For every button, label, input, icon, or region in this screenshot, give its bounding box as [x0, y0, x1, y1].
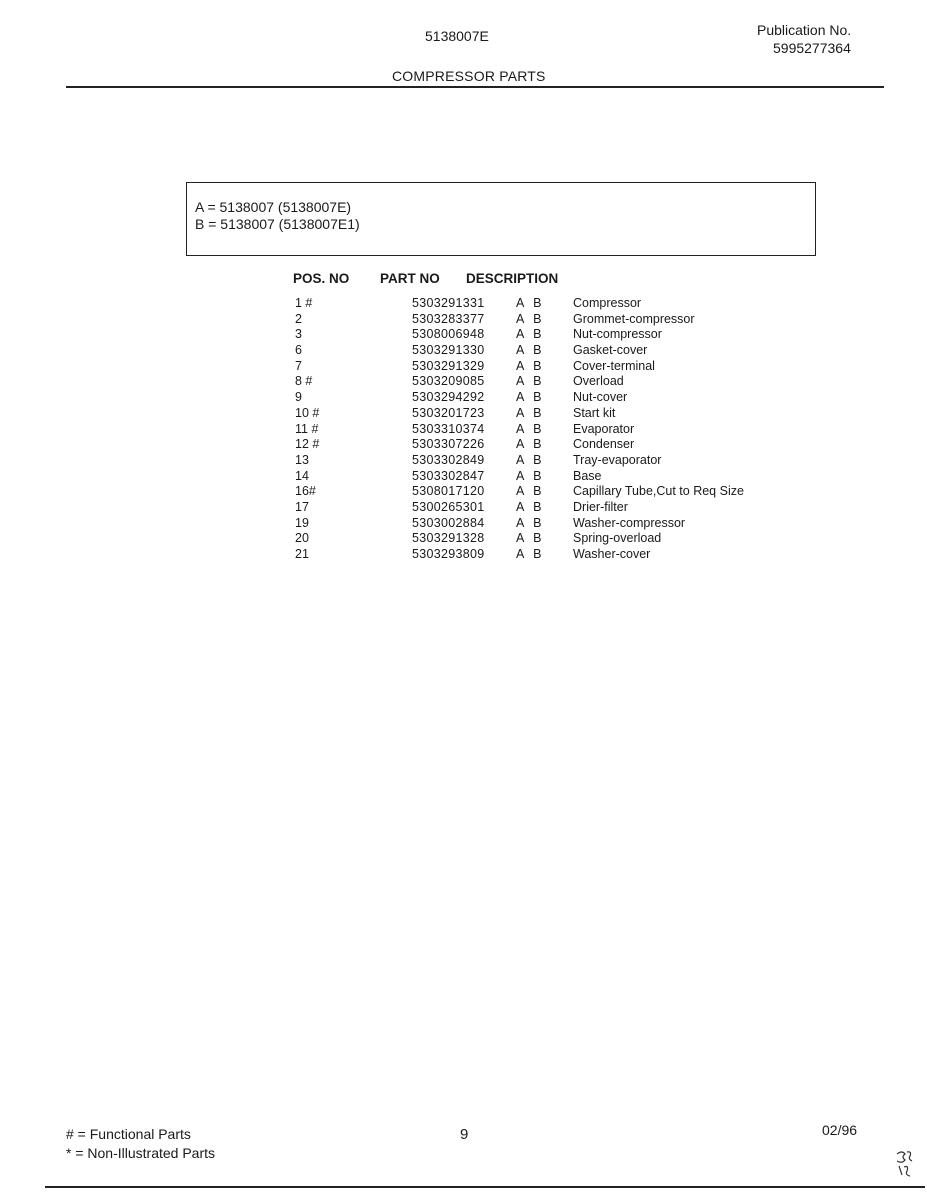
part-position: 12 #	[295, 437, 320, 452]
date-code: 02/96	[822, 1122, 858, 1138]
part-number: 5303310374	[412, 421, 485, 436]
part-description: Washer-compressor	[573, 515, 686, 530]
part-position: 1 #	[295, 296, 313, 310]
part-models: A B	[516, 484, 545, 499]
table-row	[0, 516, 927, 532]
part-position: 8 #	[295, 374, 313, 389]
part-position: 9	[295, 390, 302, 405]
part-number: 5308006948	[412, 327, 485, 342]
part-position: 17	[295, 499, 309, 514]
model-code: 5138007E	[425, 28, 489, 44]
part-number: 5303291329	[412, 358, 485, 373]
part-models: A B	[516, 327, 545, 342]
part-number: 5303302849	[412, 452, 485, 467]
part-number: 5303294292	[412, 390, 485, 405]
part-description: Nut-cover	[573, 390, 628, 405]
legend-non-illustrated-parts: * = Non-Illustrated Parts	[66, 1145, 216, 1161]
header-divider	[66, 86, 884, 88]
part-position: 13	[295, 452, 309, 467]
part-position: 6	[295, 343, 302, 358]
part-number: 5303209085	[412, 374, 485, 389]
table-row	[0, 500, 927, 516]
part-number: 5303302847	[412, 468, 485, 483]
table-row	[0, 374, 927, 390]
publication-label: Publication No.	[757, 22, 852, 38]
part-models: A B	[516, 421, 545, 436]
part-models: A B	[516, 311, 545, 326]
part-models: A B	[516, 499, 545, 514]
part-position: 21	[295, 547, 309, 561]
part-description: Nut-compressor	[573, 327, 662, 342]
variant-a: A = 5138007 (5138007E)	[195, 199, 352, 215]
part-description: Spring-overload	[573, 531, 662, 546]
part-description: Evaporator	[573, 421, 635, 436]
part-description: Overload	[573, 374, 624, 389]
table-row	[0, 343, 927, 359]
part-position: 10 #	[295, 405, 320, 420]
part-description: Capillary Tube,Cut to Req Size	[573, 484, 744, 499]
table-row	[0, 327, 927, 343]
table-row	[0, 390, 927, 406]
table-row	[0, 422, 927, 438]
table-row	[0, 453, 927, 469]
legend-functional-parts: # = Functional Parts	[66, 1126, 191, 1142]
part-number: 5303002884	[412, 515, 485, 530]
part-description: Washer-cover	[573, 547, 651, 561]
part-description: Condenser	[573, 437, 635, 452]
part-number: 5303201723	[412, 405, 485, 420]
part-models: A B	[516, 358, 545, 373]
column-header-description: DESCRIPTION	[466, 271, 559, 286]
column-header-pos: POS. NO	[293, 271, 350, 286]
part-description: Start kit	[573, 405, 616, 420]
footer-divider	[45, 1186, 925, 1188]
table-row	[0, 312, 927, 328]
part-position: 16#	[295, 484, 316, 499]
part-models: A B	[516, 437, 545, 452]
part-position: 20	[295, 531, 309, 546]
parts-table	[0, 296, 927, 563]
variant-b: B = 5138007 (5138007E1)	[195, 216, 360, 232]
part-description: Tray-evaporator	[573, 452, 662, 467]
column-header-part: PART NO	[380, 271, 440, 286]
part-description: Base	[573, 468, 602, 483]
part-description: Cover-terminal	[573, 358, 655, 373]
table-row	[0, 531, 927, 547]
table-row	[0, 406, 927, 422]
part-number: 5303283377	[412, 311, 485, 326]
part-description: Grommet-compressor	[573, 311, 695, 326]
variant-legend-box	[186, 182, 816, 256]
table-row	[0, 469, 927, 485]
part-number: 5303291330	[412, 343, 485, 358]
part-models: A B	[516, 390, 545, 405]
table-row	[0, 296, 927, 312]
part-number: 5303307226	[412, 437, 485, 452]
part-number: 5303291331	[412, 296, 485, 310]
part-description: Drier-filter	[573, 499, 628, 514]
part-position: 2	[295, 311, 302, 326]
part-number: 5303293809	[412, 547, 485, 561]
table-row	[0, 484, 927, 500]
part-position: 3	[295, 327, 302, 342]
page-number: 9	[460, 1126, 469, 1143]
part-position: 14	[295, 468, 309, 483]
part-models: A B	[516, 515, 545, 530]
part-models: A B	[516, 468, 545, 483]
part-models: A B	[516, 343, 545, 358]
part-description: Compressor	[573, 296, 642, 310]
part-position: 7	[295, 358, 302, 373]
part-position: 19	[295, 515, 309, 530]
part-models: A B	[516, 374, 545, 389]
part-models: A B	[516, 296, 545, 310]
part-models: A B	[516, 531, 545, 546]
part-number: 5300265301	[412, 499, 485, 514]
publication-number: 5995277364	[773, 40, 851, 56]
table-row	[0, 359, 927, 375]
part-models: A B	[516, 452, 545, 467]
table-row	[0, 547, 927, 563]
part-number: 5308017120	[412, 484, 485, 499]
part-models: A B	[516, 405, 545, 420]
table-row	[0, 437, 927, 453]
handwritten-mark	[893, 1148, 915, 1178]
part-models: A B	[516, 547, 545, 561]
part-description: Gasket-cover	[573, 343, 648, 358]
section-title: COMPRESSOR PARTS	[392, 68, 546, 84]
part-number: 5303291328	[412, 531, 485, 546]
part-position: 11 #	[295, 421, 319, 436]
